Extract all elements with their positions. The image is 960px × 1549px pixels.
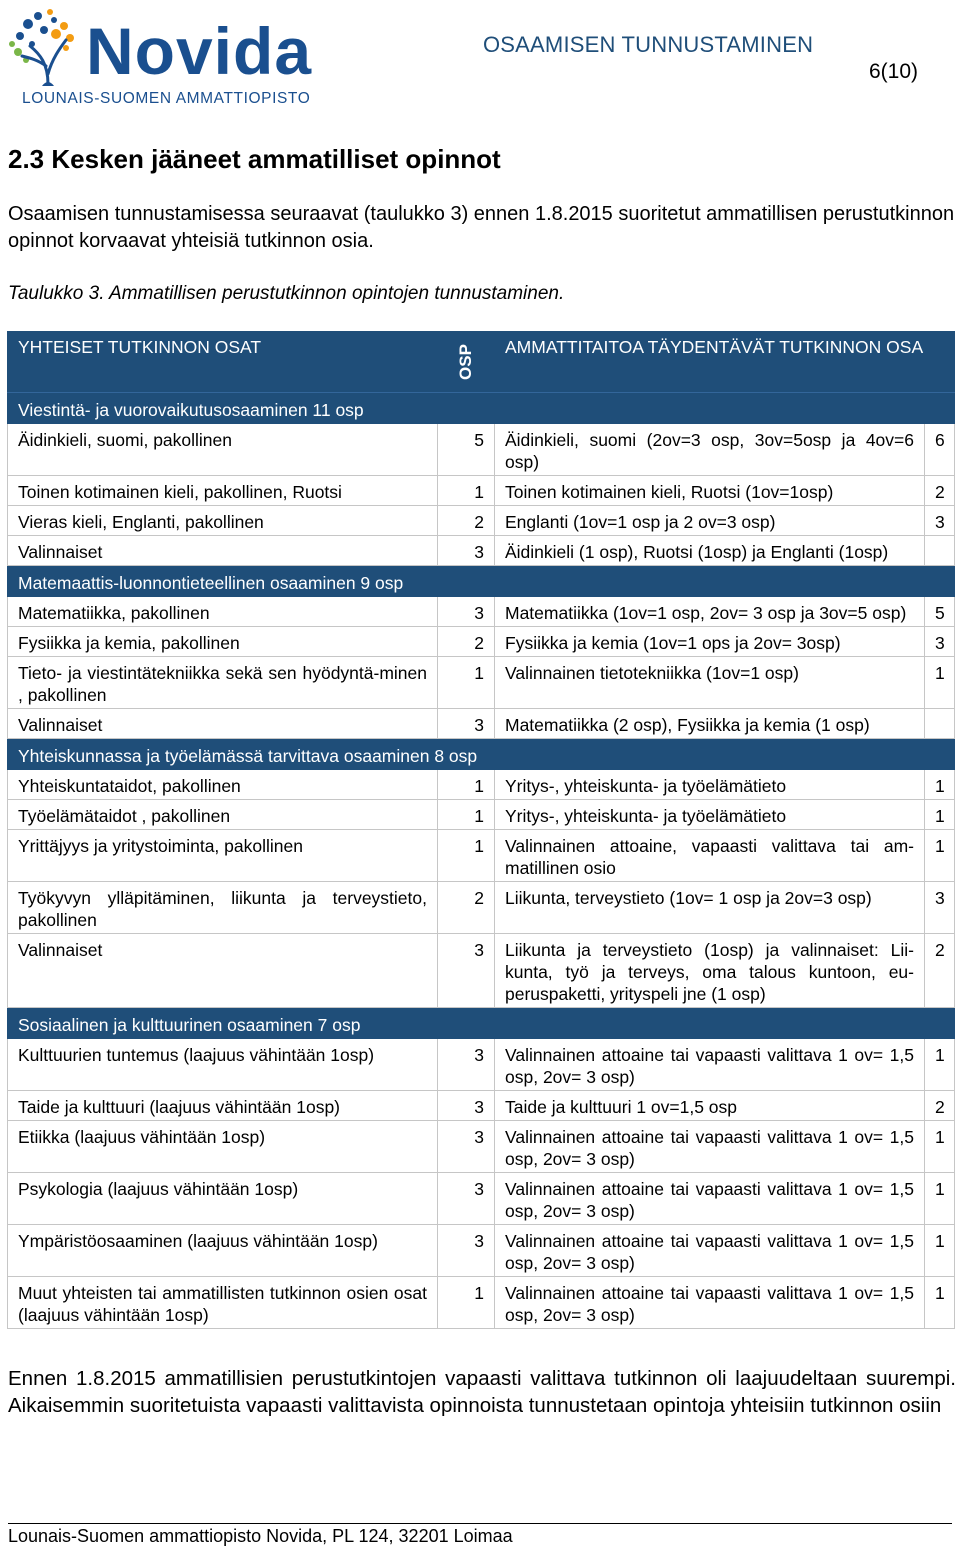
- cell-yhteiset: Kulttuurien tuntemus (laajuus vähintään 1osp): [8, 1039, 438, 1091]
- section-heading: 2.3 Kesken jääneet ammatilliset opinnot: [8, 144, 501, 174]
- cell-yhteiset: Yrittäjyys ja yritystoiminta, pakollinen: [8, 830, 438, 882]
- cell-osp: 2: [438, 506, 495, 536]
- cell-ammattitaitoa: Taide ja kulttuuri 1 ov=1,5 osp: [495, 1091, 925, 1121]
- cell-yhteiset: Muut yhteisten tai ammatillisten tutkinnon osien osat (laajuus vähintään 1osp): [8, 1277, 438, 1329]
- cell-ammattitaitoa: Valinnainen attoaine tai vapaasti valittava 1 ov= 1,5 osp, 2ov= 3 osp): [495, 1277, 925, 1329]
- cell-ammattitaitoa: Yritys-, yhteiskunta- ja työelämätieto: [495, 770, 925, 800]
- header-ammattitaitoa: AMMATTITAITOA TÄYDENTÄVÄT TUTKINNON OSA: [495, 332, 955, 393]
- cell-ov: [925, 536, 955, 566]
- cell-ammattitaitoa: Valinnainen tietotekniikka (1ov=1 osp): [495, 657, 925, 709]
- footer-divider: [8, 1523, 952, 1524]
- table-row: [8, 597, 955, 627]
- cell-osp: 3: [438, 597, 495, 627]
- cell-yhteiset: Valinnaiset: [8, 709, 438, 739]
- group-row: [8, 1008, 955, 1039]
- cell-osp: 3: [438, 1039, 495, 1091]
- cell-ov: [925, 709, 955, 739]
- group-title: Viestintä- ja vuorovaikutusosaaminen 11 osp: [8, 393, 955, 424]
- group-title: Matemaattis-luonnontieteellinen osaaminen 9 osp: [8, 566, 955, 597]
- header-yhteiset: YHTEISET TUTKINNON OSAT: [8, 332, 438, 393]
- cell-ov: 6: [925, 424, 955, 476]
- cell-yhteiset: Valinnaiset: [8, 536, 438, 566]
- intro-paragraph: Osaamisen tunnustamisessa seuraavat (taulukko 3) ennen 1.8.2015 suoritetut ammatillisen perustutkinnon opinnot korvaavat yhteisiä tutkinnon osia.: [8, 203, 955, 252]
- cell-ov: 3: [925, 882, 955, 934]
- cell-yhteiset: Valinnaiset: [8, 934, 438, 1008]
- cell-osp: 3: [438, 709, 495, 739]
- table-row: [8, 506, 955, 536]
- table-row: [8, 1091, 955, 1121]
- table-row: [8, 1121, 955, 1173]
- cell-yhteiset: Työkyvyn ylläpitäminen, liikunta ja terveystieto, pakollinen: [8, 882, 438, 934]
- table-row: [8, 1225, 955, 1277]
- cell-yhteiset: Taide ja kulttuuri (laajuus vähintään 1osp): [8, 1091, 438, 1121]
- cell-osp: 3: [438, 1173, 495, 1225]
- table-row: [8, 1173, 955, 1225]
- cell-yhteiset: Fysiikka ja kemia, pakollinen: [8, 627, 438, 657]
- cell-ov: 2: [925, 934, 955, 1008]
- cell-osp: 3: [438, 1091, 495, 1121]
- cell-ov: 1: [925, 830, 955, 882]
- cell-ov: 1: [925, 1121, 955, 1173]
- cell-ov: 3: [925, 506, 955, 536]
- cell-ov: 1: [925, 800, 955, 830]
- cell-ov: 2: [925, 476, 955, 506]
- cell-osp: 3: [438, 1121, 495, 1173]
- cell-ammattitaitoa: Valinnainen attoaine, vapaasti valittava tai am-matillinen osio: [495, 830, 925, 882]
- cell-ammattitaitoa: Englanti (1ov=1 osp ja 2 ov=3 osp): [495, 506, 925, 536]
- cell-ammattitaitoa: Yritys-, yhteiskunta- ja työelämätieto: [495, 800, 925, 830]
- cell-osp: 1: [438, 770, 495, 800]
- logo-name: Novida: [86, 14, 313, 88]
- header-osp-label: OSP: [456, 344, 475, 380]
- cell-ammattitaitoa: Liikunta, terveystieto (1ov= 1 osp ja 2ov=3 osp): [495, 882, 925, 934]
- group-title: Sosiaalinen ja kulttuurinen osaaminen 7 osp: [8, 1008, 955, 1039]
- cell-ov: 5: [925, 597, 955, 627]
- cell-osp: 1: [438, 657, 495, 709]
- cell-ammattitaitoa: Toinen kotimainen kieli, Ruotsi (1ov=1osp): [495, 476, 925, 506]
- cell-ov: 1: [925, 770, 955, 800]
- cell-osp: 2: [438, 882, 495, 934]
- cell-ammattitaitoa: Valinnainen attoaine tai vapaasti valittava 1 ov= 1,5 osp, 2ov= 3 osp): [495, 1121, 925, 1173]
- cell-yhteiset: Ympäristöosaaminen (laajuus vähintään 1osp): [8, 1225, 438, 1277]
- table-row: [8, 830, 955, 882]
- table-row: [8, 770, 955, 800]
- table-row: [8, 934, 955, 1008]
- cell-ov: 1: [925, 1173, 955, 1225]
- cell-ov: 1: [925, 1039, 955, 1091]
- table-header-row: [8, 332, 955, 393]
- cell-ov: 2: [925, 1091, 955, 1121]
- cell-osp: 5: [438, 424, 495, 476]
- header-osp: [438, 332, 495, 393]
- cell-ammattitaitoa: Äidinkieli (1 osp), Ruotsi (1osp) ja Englanti (1osp): [495, 536, 925, 566]
- novida-logo: [8, 4, 348, 108]
- cell-ammattitaitoa: Valinnainen attoaine tai vapaasti valittava 1 ov= 1,5 osp, 2ov= 3 osp): [495, 1039, 925, 1091]
- cell-yhteiset: Työelämätaidot , pakollinen: [8, 800, 438, 830]
- cell-ammattitaitoa: Liikunta ja terveystieto (1osp) ja valinnaiset: Lii-kunta, työ ja terveys, oma talous kuntoon, eu-peruspaketti, yrityspeli jne (1 osp): [495, 934, 925, 1008]
- cell-osp: 2: [438, 627, 495, 657]
- table-row: [8, 424, 955, 476]
- table-row: [8, 657, 955, 709]
- closing-paragraph: Ennen 1.8.2015 ammatillisien perustutkintojen vapaasti valittava tutkinnon oli laajuudeltaan suurempi. Aikaisemmin suoritetuista vapaasti valittavista opinnoista tunnustetaan opintoja yhteisiin tutkinnon osiin: [8, 1367, 956, 1417]
- cell-ov: 1: [925, 1277, 955, 1329]
- cell-ammattitaitoa: Valinnainen attoaine tai vapaasti valittava 1 ov= 1,5 osp, 2ov= 3 osp): [495, 1225, 925, 1277]
- page-number: 6(10): [868, 60, 918, 83]
- cell-ammattitaitoa: Valinnainen attoaine tai vapaasti valittava 1 ov= 1,5 osp, 2ov= 3 osp): [495, 1173, 925, 1225]
- table-row: [8, 536, 955, 566]
- table-row: [8, 627, 955, 657]
- cell-osp: 1: [438, 1277, 495, 1329]
- cell-yhteiset: Yhteiskuntataidot, pakollinen: [8, 770, 438, 800]
- table-row: [8, 1039, 955, 1091]
- cell-yhteiset: Matematiikka, pakollinen: [8, 597, 438, 627]
- group-row: [8, 739, 955, 770]
- cell-osp: 1: [438, 476, 495, 506]
- group-title: Yhteiskunnassa ja työelämässä tarvittava osaaminen 8 osp: [8, 739, 955, 770]
- table-row: [8, 476, 955, 506]
- cell-osp: 3: [438, 1225, 495, 1277]
- group-row: [8, 393, 955, 424]
- table-row: [8, 709, 955, 739]
- footer-text: Lounais-Suomen ammattiopisto Novida, PL 124, 32201 Loimaa: [8, 1526, 513, 1546]
- cell-yhteiset: Toinen kotimainen kieli, pakollinen, Ruotsi: [8, 476, 438, 506]
- table-row: [8, 882, 955, 934]
- cell-yhteiset: Etiikka (laajuus vähintään 1osp): [8, 1121, 438, 1173]
- cell-yhteiset: Psykologia (laajuus vähintään 1osp): [8, 1173, 438, 1225]
- cell-ammattitaitoa: Fysiikka ja kemia (1ov=1 ops ja 2ov= 3osp): [495, 627, 925, 657]
- cell-osp: 1: [438, 830, 495, 882]
- table-row: [8, 1277, 955, 1329]
- cell-osp: 3: [438, 536, 495, 566]
- cell-ov: 3: [925, 627, 955, 657]
- cell-yhteiset: Vieras kieli, Englanti, pakollinen: [8, 506, 438, 536]
- cell-ammattitaitoa: Matematiikka (2 osp), Fysiikka ja kemia (1 osp): [495, 709, 925, 739]
- cell-osp: 1: [438, 800, 495, 830]
- cell-yhteiset: Tieto- ja viestintätekniikka sekä sen hyödyntä-minen , pakollinen: [8, 657, 438, 709]
- recognition-table: [7, 331, 955, 1329]
- cell-ammattitaitoa: Äidinkieli, suomi (2ov=3 osp, 3ov=5osp ja 4ov=6 osp): [495, 424, 925, 476]
- logo-tagline: LOUNAIS-SUOMEN AMMATTIOPISTO: [22, 90, 311, 107]
- group-row: [8, 566, 955, 597]
- table-caption: Taulukko 3. Ammatillisen perustutkinnon opintojen tunnustaminen.: [8, 283, 565, 304]
- document-title: OSAAMISEN TUNNUSTAMINEN: [483, 32, 814, 57]
- cell-osp: 3: [438, 934, 495, 1008]
- cell-ov: 1: [925, 1225, 955, 1277]
- table-row: [8, 800, 955, 830]
- cell-yhteiset: Äidinkieli, suomi, pakollinen: [8, 424, 438, 476]
- cell-ammattitaitoa: Matematiikka (1ov=1 osp, 2ov= 3 osp ja 3ov=5 osp): [495, 597, 925, 627]
- cell-ov: 1: [925, 657, 955, 709]
